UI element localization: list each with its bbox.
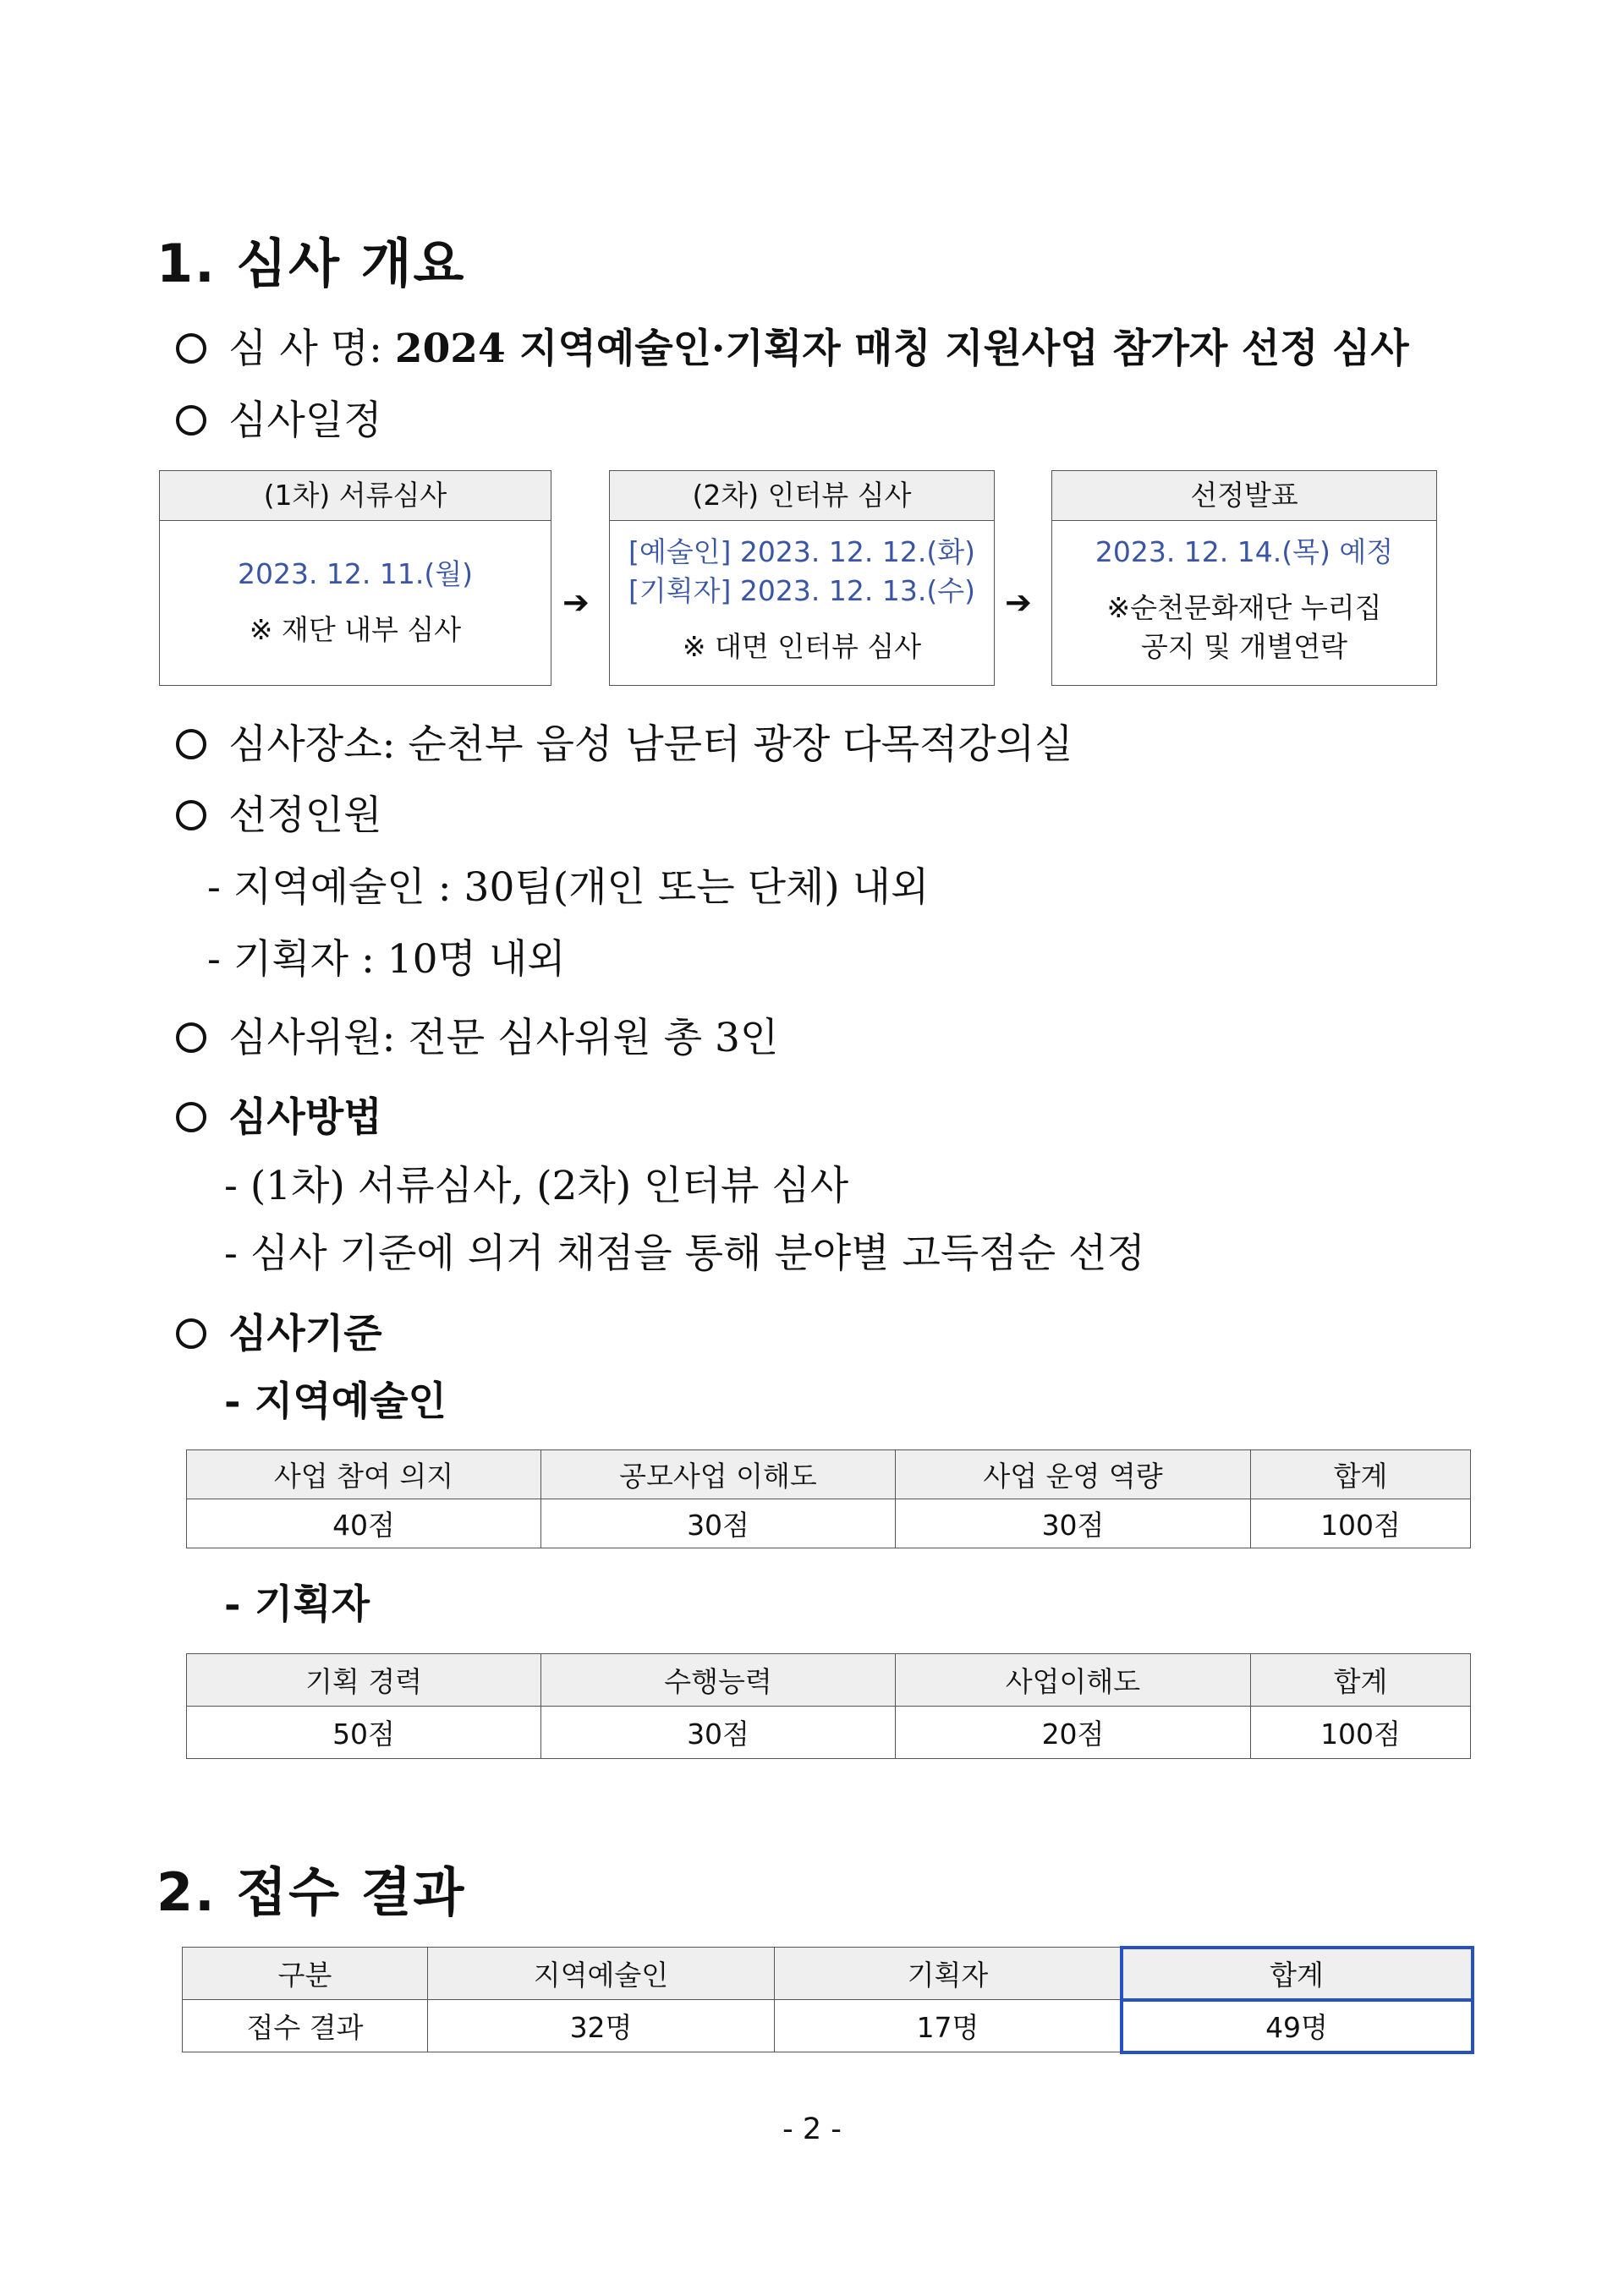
schedule-box-head: 선정발표 [1052,471,1436,521]
method-label: 심사방법 [228,1094,382,1141]
schedule-box-head: (2차) 인터뷰 심사 [610,471,994,521]
schedule-box-head: (1차) 서류심사 [160,471,551,521]
schedule-date: 2023. 12. 14.(목) 예정 [1095,535,1394,568]
selection-label-line [176,784,382,841]
table-header-cell: 공모사업 이해도 [541,1450,896,1499]
table-header-cell: 사업 운영 역량 [896,1450,1251,1499]
circle-bullet-icon [176,1318,206,1349]
table-cell: 30점 [896,1499,1251,1548]
table-cell: 접수 결과 [183,2000,428,2052]
section2-title: 2. 접수 결과 [156,1861,466,1923]
arrow-right-icon: ➔ [562,584,590,621]
schedule-date: [예술인] 2023. 12. 12.(화) [628,535,975,568]
schedule-box-first [159,470,551,686]
table-header-cell: 합계 [1251,1450,1471,1499]
table-header-cell: 수행능력 [541,1654,896,1707]
method-label-line [176,1086,382,1143]
section1-title: 1. 심사 개요 [156,233,466,294]
planner-criteria-label: - 기획자 [224,1581,370,1628]
page-number: - 2 - [782,2112,842,2146]
table-header-cell: 지역예술인 [428,1948,775,2000]
artist-criteria-table [186,1449,1471,1548]
schedule-date: 2023. 12. 11.(월) [237,557,474,590]
circle-bullet-icon [176,1022,206,1053]
selection-item: - 기획자 : 10명 내외 [207,936,566,983]
table-header-cell: 구분 [183,1948,428,2000]
table-cell: 100점 [1251,1707,1471,1759]
schedule-note: ※ 대면 인터뷰 심사 [682,630,922,663]
table-header-cell: 기획 경력 [187,1654,541,1707]
circle-bullet-icon [176,729,206,759]
schedule-box-second [609,470,995,686]
place-line [176,713,1073,770]
judges-line [176,1006,778,1063]
table-cell: 20점 [896,1707,1251,1759]
review-name-label: 심 사 명: [228,326,382,372]
table-cell: 40점 [187,1499,541,1548]
schedule-label-line [176,389,382,446]
schedule-note: ※순천문화재단 누리집 [1106,591,1382,624]
place-text: 심사장소: 순천부 읍성 남문터 광장 다목적강의실 [228,721,1073,768]
circle-bullet-icon [176,1102,206,1132]
table-header-cell: 기획자 [775,1948,1122,2000]
review-name-value: 2024 지역예술인·기획자 매칭 지원사업 참가자 선정 심사 [394,326,1409,372]
reception-result-table [182,1947,1473,2052]
method-item: - 심사 기준에 의거 채점을 통해 분야별 고득점순 선정 [224,1230,1145,1277]
table-cell: 50점 [187,1707,541,1759]
method-item: - (1차) 서류심사, (2차) 인터뷰 심사 [224,1163,849,1209]
artist-criteria-label: - 지역예술인 [224,1378,447,1425]
criteria-label-line [176,1302,382,1359]
table-header-cell: 사업이해도 [896,1654,1251,1707]
schedule-date: [기획자] 2023. 12. 13.(수) [628,574,975,607]
schedule-box-third [1051,470,1437,686]
judges-text: 심사위원: 전문 심사위원 총 3인 [228,1015,779,1061]
selection-label: 선정인원 [228,792,382,839]
circle-bullet-icon [176,800,206,830]
table-header-cell: 사업 참여 의지 [187,1450,541,1499]
selection-item: - 지역예술인 : 30팀(개인 또는 단체) 내외 [207,864,930,911]
table-cell: 17명 [775,2000,1122,2052]
table-cell: 30점 [541,1707,896,1759]
table-cell: 30점 [541,1499,896,1548]
table-cell: 100점 [1251,1499,1471,1548]
table-header-cell: 합계 [1251,1654,1471,1707]
table-cell: 32명 [428,2000,775,2052]
schedule-note: 공지 및 개별연락 [1140,630,1348,663]
schedule-note: ※ 재단 내부 심사 [249,613,462,646]
planner-criteria-table [186,1653,1471,1759]
circle-bullet-icon [176,405,206,436]
arrow-right-icon: ➔ [1005,584,1032,621]
schedule-label: 심사일정 [228,397,382,444]
total-value-cell: 49명 [1122,2000,1473,2052]
circle-bullet-icon [176,333,206,364]
review-name-line [176,317,1409,374]
criteria-label: 심사기준 [228,1311,382,1357]
total-header-cell: 합계 [1122,1948,1473,2000]
